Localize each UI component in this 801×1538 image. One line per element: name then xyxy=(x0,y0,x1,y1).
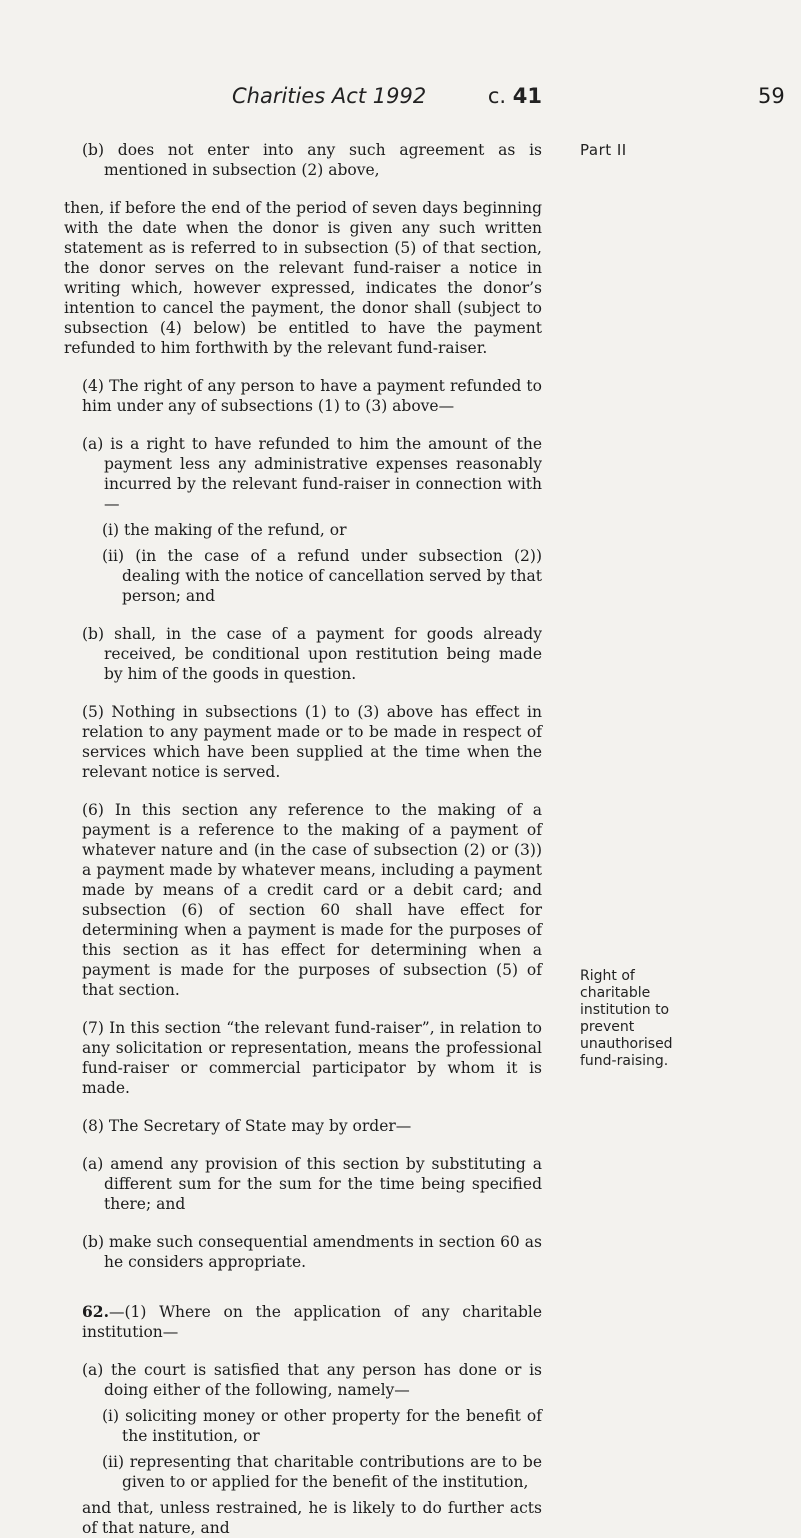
paragraph-62a-ii: (ii) representing that charitable contributions are to be given to or applied for the benefit of the institution, xyxy=(102,1453,542,1491)
paragraph-8a: (a) amend any provision of this section by substituting a different sum for the sum for the time being specified there; and xyxy=(82,1155,542,1213)
section-62-intro: —(1) Where on the application of any charitable institution— xyxy=(82,1303,542,1341)
paragraph-4a: (a) is a right to have refunded to him the amount of the payment less any administrative expenses reasonably incurred by the relevant fund-raiser in connection with— xyxy=(82,435,542,513)
chapter-reference xyxy=(488,84,542,108)
paragraph-4b: (b) shall, in the case of a payment for goods already received, be conditional upon restitution being made by him of the goods in question. xyxy=(82,625,542,683)
paragraph-62a-i: (i) soliciting money or other property for the benefit of the institution, or xyxy=(102,1407,542,1445)
paragraph-62-tail: and that, unless restrained, he is likely to do further acts of that nature, and xyxy=(82,1499,542,1537)
margin-note xyxy=(580,968,740,1070)
margin-note-line: fund-raising. xyxy=(580,1053,669,1069)
running-header xyxy=(232,84,542,114)
part-label: Part II xyxy=(580,141,627,159)
margin-note-line: institution to xyxy=(580,1002,670,1018)
paragraph-4: (4) The right of any person to have a payment refunded to him under any of subsections (1) to (3) above— xyxy=(82,377,542,415)
paragraph-8: (8) The Secretary of State may by order— xyxy=(82,1117,412,1135)
body-text xyxy=(64,140,542,1538)
paragraph-3b: (b) does not enter into any such agreement as is mentioned in subsection (2) above, xyxy=(82,141,542,179)
paragraph-7: (7) In this section “the relevant fund-raiser”, in relation to any solicitation or representation, means the professional fund-raiser or commercial participator by whom it is made. xyxy=(82,1019,542,1097)
margin-note-line: unauthorised xyxy=(580,1036,673,1052)
paragraph-5: (5) Nothing in subsections (1) to (3) above has effect in relation to any payment made or to be made in respect of services which have been supplied at the time when the relevant notice is served. xyxy=(82,703,542,781)
paragraph-4a-i: (i) the making of the refund, or xyxy=(102,521,347,539)
margin-note-line: prevent xyxy=(580,1019,635,1035)
section-62-number: 62. xyxy=(82,1302,109,1321)
chapter-number: 41 xyxy=(512,84,542,108)
act-title: Charities Act 1992 xyxy=(232,84,427,108)
paragraph-4a-ii: (ii) (in the case of a refund under subsection (2)) dealing with the notice of cancellation served by that person; and xyxy=(102,547,542,605)
margin-note-line: charitable xyxy=(580,985,651,1001)
paragraph-8b: (b) make such consequential amendments in section 60 as he considers appropriate. xyxy=(82,1233,542,1271)
page-number: 59 xyxy=(758,84,785,108)
paragraph-6: (6) In this section any reference to the making of a payment is a reference to the making of a payment of whatever nature and (in the case of subsection (2) or (3)) a payment made by whatever means, including a payment made by means of a credit card or a debit card; and subsection (6) of section 60 shall have effect for determining when a payment is made for the purposes of this section as it has effect for determining when a payment is made for the purposes of subsection (5) of that section. xyxy=(82,801,542,999)
chapter-prefix: c. xyxy=(487,84,507,108)
section-62-heading xyxy=(64,1302,542,1342)
margin-note-line: Right of xyxy=(580,968,635,984)
paragraph-3-tail: then, if before the end of the period of seven days beginning with the date when the donor is given any such written statement as is referred to in subsection (5) of that section, the donor serves on the relevant fund-raiser a notice in writing which, however expressed, indicates the donor’s intention to cancel the payment, the donor shall (subject to subsection (4) below) be entitled to have the payment refunded to him forthwith by the relevant fund-raiser. xyxy=(64,199,542,357)
paragraph-62a: (a) the court is satisfied that any person has done or is doing either of the following, namely— xyxy=(82,1361,542,1399)
